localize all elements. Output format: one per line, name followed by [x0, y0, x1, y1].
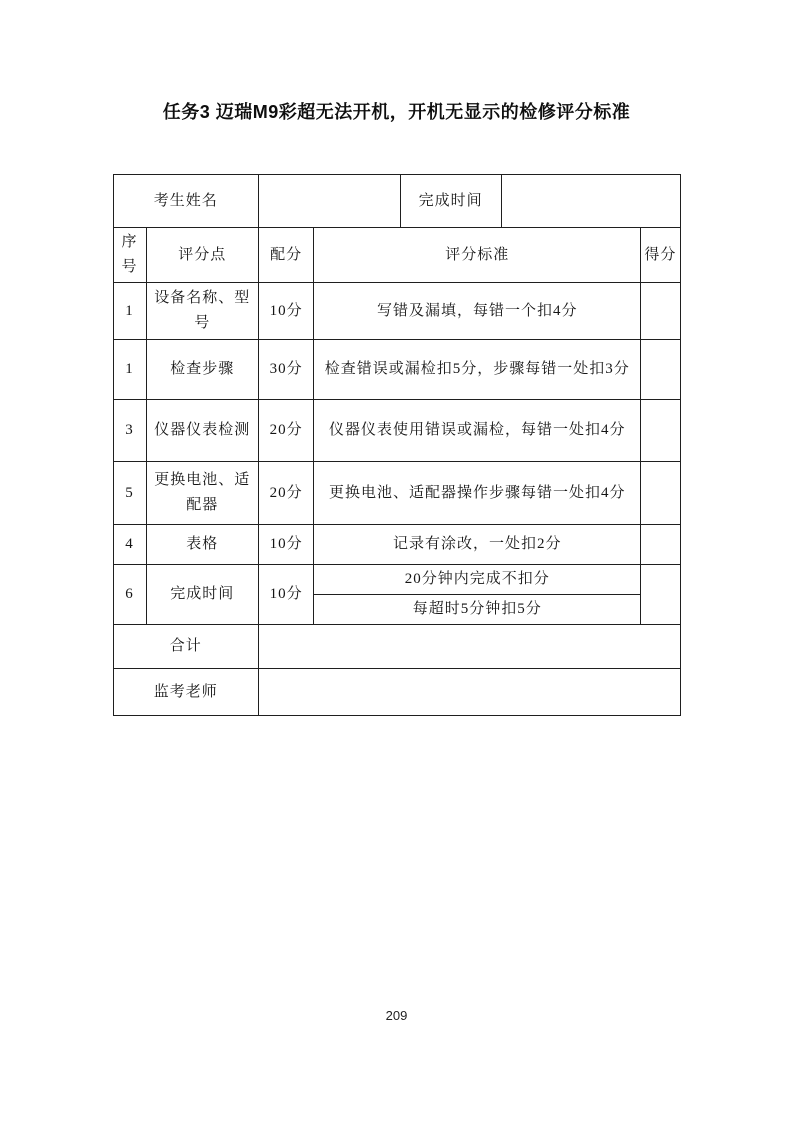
- col-header-criteria: 评分标准: [314, 228, 641, 283]
- row-score: [641, 400, 680, 462]
- row-criteria: 更换电池、适配器操作步骤每错一处扣4分: [314, 462, 641, 525]
- row-allocation: 10分: [259, 283, 314, 340]
- col-header-seq: 序号: [113, 228, 146, 283]
- col-header-point: 评分点: [146, 228, 258, 283]
- completion-time-label: 完成时间: [400, 175, 501, 228]
- total-label: 合计: [113, 625, 259, 669]
- invigilator-row: [113, 669, 680, 716]
- total-row: [113, 625, 680, 669]
- column-header-row: [113, 228, 680, 283]
- row-seq: 1: [113, 340, 146, 400]
- completion-time-value: [501, 175, 680, 228]
- table-row: [113, 525, 680, 565]
- row-seq: 4: [113, 525, 146, 565]
- row-score: [641, 565, 680, 625]
- table-row: [113, 565, 680, 595]
- row-score: [641, 462, 680, 525]
- row-score: [641, 525, 680, 565]
- row-point: 更换电池、适配器: [146, 462, 258, 525]
- col-header-score: 得分: [641, 228, 680, 283]
- page-number: 209: [385, 1008, 408, 1023]
- row-point: 完成时间: [146, 565, 258, 625]
- row-seq: 3: [113, 400, 146, 462]
- row-point: 设备名称、型号: [146, 283, 258, 340]
- invigilator-label: 监考老师: [113, 669, 259, 716]
- row-score: [641, 283, 680, 340]
- row-seq: 6: [113, 565, 146, 625]
- page-title: 任务3 迈瑞M9彩超无法开机，开机无显示的检修评分标准: [162, 102, 631, 122]
- row-point: 检查步骤: [146, 340, 258, 400]
- row-point: 表格: [146, 525, 258, 565]
- col-header-allocation: 配分: [259, 228, 314, 283]
- candidate-name-value: [259, 175, 400, 228]
- row-allocation: 10分: [259, 525, 314, 565]
- row-criteria-line1: 20分钟内完成不扣分: [314, 565, 641, 595]
- row-criteria: 写错及漏填，每错一个扣4分: [314, 283, 641, 340]
- invigilator-value: [259, 669, 680, 716]
- row-criteria: 检查错误或漏检扣5分，步骤每错一处扣3分: [314, 340, 641, 400]
- row-allocation: 20分: [259, 400, 314, 462]
- row-criteria-line2: 每超时5分钟扣5分: [314, 595, 641, 625]
- row-allocation: 10分: [259, 565, 314, 625]
- row-allocation: 20分: [259, 462, 314, 525]
- candidate-name-label: 考生姓名: [113, 175, 259, 228]
- row-allocation: 30分: [259, 340, 314, 400]
- row-score: [641, 340, 680, 400]
- row-criteria: 记录有涂改，一处扣2分: [314, 525, 641, 565]
- table-row: [113, 283, 680, 340]
- table-row: [113, 340, 680, 400]
- row-point: 仪器仪表检测: [146, 400, 258, 462]
- table-row: [113, 400, 680, 462]
- row-criteria: 仪器仪表使用错误或漏检，每错一处扣4分: [314, 400, 641, 462]
- row-seq: 5: [113, 462, 146, 525]
- total-value: [259, 625, 680, 669]
- info-row: [113, 175, 680, 228]
- scoring-table: [113, 174, 681, 716]
- table-row: [113, 462, 680, 525]
- row-seq: 1: [113, 283, 146, 340]
